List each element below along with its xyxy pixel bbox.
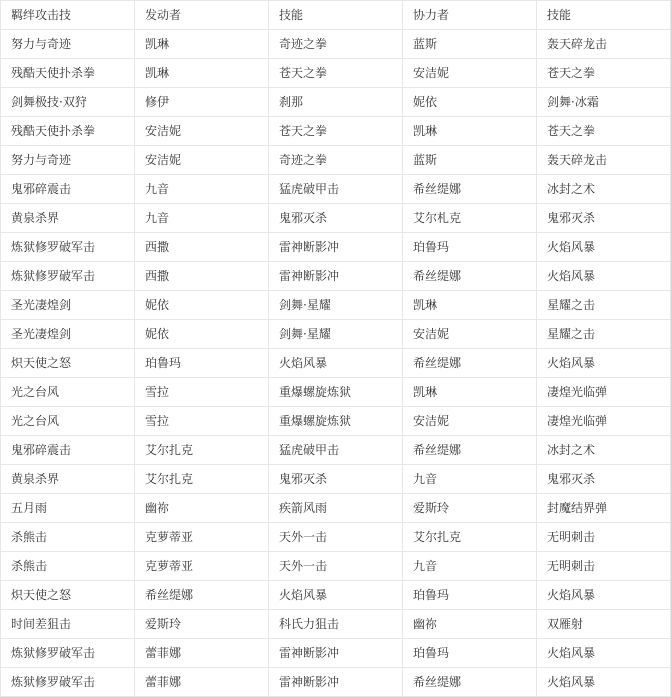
partner-cell: 九音 [403, 465, 537, 494]
table-row [1, 639, 671, 668]
partner-cell: 凯琳 [403, 117, 537, 146]
initiator-skill-cell: 奇迹之拳 [269, 30, 403, 59]
partner-cell: 妮依 [403, 88, 537, 117]
partner-cell: 安洁妮 [403, 59, 537, 88]
initiator-cell: 妮依 [135, 291, 269, 320]
header-initiator-skill: 技能 [269, 1, 403, 30]
initiator-cell: 凯琳 [135, 30, 269, 59]
initiator-skill-cell: 刹那 [269, 88, 403, 117]
initiator-skill-cell: 剑舞·星耀 [269, 320, 403, 349]
initiator-cell: 艾尔扎克 [135, 436, 269, 465]
initiator-skill-cell: 科氏力狙击 [269, 610, 403, 639]
combo-skill-cell: 五月雨 [1, 494, 135, 523]
partner-skill-cell: 凄煌光临弹 [537, 407, 671, 436]
partner-skill-cell: 冰封之术 [537, 436, 671, 465]
partner-skill-cell: 无明刺击 [537, 523, 671, 552]
initiator-cell: 雪拉 [135, 407, 269, 436]
table-row [1, 436, 671, 465]
initiator-skill-cell: 剑舞·星耀 [269, 291, 403, 320]
partner-cell: 凯琳 [403, 291, 537, 320]
table-row [1, 88, 671, 117]
combo-skill-cell: 炼狱修罗破军击 [1, 233, 135, 262]
initiator-cell: 艾尔扎克 [135, 465, 269, 494]
combo-skill-cell: 圣光凄煌剑 [1, 320, 135, 349]
partner-cell: 九音 [403, 552, 537, 581]
initiator-skill-cell: 鬼邪灭杀 [269, 465, 403, 494]
partner-skill-cell: 鬼邪灭杀 [537, 204, 671, 233]
initiator-skill-cell: 猛虎破甲击 [269, 175, 403, 204]
table-row [1, 407, 671, 436]
initiator-cell: 安洁妮 [135, 146, 269, 175]
partner-skill-cell: 星耀之击 [537, 291, 671, 320]
table-row [1, 465, 671, 494]
partner-cell: 安洁妮 [403, 407, 537, 436]
initiator-skill-cell: 猛虎破甲击 [269, 436, 403, 465]
initiator-cell: 九音 [135, 204, 269, 233]
initiator-skill-cell: 雷神断影冲 [269, 233, 403, 262]
initiator-skill-cell: 天外一击 [269, 552, 403, 581]
combo-skill-cell: 鬼邪碎震击 [1, 175, 135, 204]
combo-skill-cell: 残酷天使扑杀拳 [1, 59, 135, 88]
table-row [1, 233, 671, 262]
partner-skill-cell: 凄煌光临弹 [537, 378, 671, 407]
combo-skill-cell: 剑舞极技·双狩 [1, 88, 135, 117]
combo-skill-cell: 光之台风 [1, 407, 135, 436]
combo-skill-cell: 炽天使之怒 [1, 349, 135, 378]
initiator-cell: 希丝缇娜 [135, 581, 269, 610]
table-row [1, 146, 671, 175]
initiator-cell: 蕾菲娜 [135, 639, 269, 668]
initiator-skill-cell: 天外一击 [269, 523, 403, 552]
partner-skill-cell: 火焰风暴 [537, 233, 671, 262]
partner-skill-cell: 苍天之拳 [537, 117, 671, 146]
table-row [1, 494, 671, 523]
combo-skill-cell: 杀熊击 [1, 552, 135, 581]
partner-skill-cell: 星耀之击 [537, 320, 671, 349]
initiator-skill-cell: 雷神断影冲 [269, 262, 403, 291]
combo-skill-cell: 炼狱修罗破军击 [1, 639, 135, 668]
initiator-cell: 修伊 [135, 88, 269, 117]
partner-skill-cell: 火焰风暴 [537, 262, 671, 291]
combo-skill-cell: 杀熊击 [1, 523, 135, 552]
table-row [1, 320, 671, 349]
initiator-skill-cell: 火焰风暴 [269, 349, 403, 378]
initiator-skill-cell: 雷神断影冲 [269, 668, 403, 697]
partner-skill-cell: 火焰风暴 [537, 349, 671, 378]
partner-cell: 希丝缇娜 [403, 262, 537, 291]
partner-cell: 蓝斯 [403, 30, 537, 59]
table-row [1, 668, 671, 697]
table-row [1, 523, 671, 552]
partner-skill-cell: 剑舞·冰霜 [537, 88, 671, 117]
partner-cell: 凯琳 [403, 378, 537, 407]
partner-skill-cell: 火焰风暴 [537, 581, 671, 610]
initiator-cell: 幽祢 [135, 494, 269, 523]
initiator-skill-cell: 疾箭风雨 [269, 494, 403, 523]
header-combo-skill: 羁绊攻击技 [1, 1, 135, 30]
partner-skill-cell: 苍天之拳 [537, 59, 671, 88]
partner-skill-cell: 火焰风暴 [537, 639, 671, 668]
table-row [1, 30, 671, 59]
table-row [1, 349, 671, 378]
combo-skill-cell: 时间差狙击 [1, 610, 135, 639]
table-row [1, 262, 671, 291]
combo-skill-cell: 努力与奇迹 [1, 30, 135, 59]
initiator-cell: 妮依 [135, 320, 269, 349]
partner-skill-cell: 鬼邪灭杀 [537, 465, 671, 494]
partner-skill-cell: 轰天碎龙击 [537, 30, 671, 59]
initiator-cell: 爱斯玲 [135, 610, 269, 639]
partner-cell: 艾尔札克 [403, 204, 537, 233]
header-partner-skill: 技能 [537, 1, 671, 30]
partner-cell: 珀鲁玛 [403, 639, 537, 668]
initiator-cell: 克萝蒂亚 [135, 523, 269, 552]
table-header-row [1, 1, 671, 30]
partner-skill-cell: 无明刺击 [537, 552, 671, 581]
table-row [1, 378, 671, 407]
partner-cell: 珀鲁玛 [403, 233, 537, 262]
partner-skill-cell: 轰天碎龙击 [537, 146, 671, 175]
header-partner: 协力者 [403, 1, 537, 30]
partner-cell: 希丝缇娜 [403, 175, 537, 204]
combo-skill-cell: 残酷天使扑杀拳 [1, 117, 135, 146]
initiator-cell: 克萝蒂亚 [135, 552, 269, 581]
initiator-skill-cell: 重爆螺旋炼狱 [269, 378, 403, 407]
initiator-cell: 凯琳 [135, 59, 269, 88]
table-row [1, 581, 671, 610]
table-row [1, 204, 671, 233]
initiator-cell: 蕾菲娜 [135, 668, 269, 697]
combo-skill-cell: 炼狱修罗破军击 [1, 668, 135, 697]
partner-cell: 希丝缇娜 [403, 668, 537, 697]
table-row [1, 59, 671, 88]
initiator-skill-cell: 鬼邪灭杀 [269, 204, 403, 233]
combo-skill-cell: 鬼邪碎震击 [1, 436, 135, 465]
partner-cell: 幽祢 [403, 610, 537, 639]
partner-cell: 希丝缇娜 [403, 436, 537, 465]
partner-cell: 珀鲁玛 [403, 581, 537, 610]
combo-skill-cell: 黄泉杀界 [1, 465, 135, 494]
partner-skill-cell: 双雁射 [537, 610, 671, 639]
initiator-cell: 雪拉 [135, 378, 269, 407]
initiator-cell: 安洁妮 [135, 117, 269, 146]
table-row [1, 552, 671, 581]
partner-cell: 爱斯玲 [403, 494, 537, 523]
initiator-skill-cell: 重爆螺旋炼狱 [269, 407, 403, 436]
initiator-skill-cell: 苍天之拳 [269, 117, 403, 146]
combo-skill-cell: 光之台风 [1, 378, 135, 407]
partner-skill-cell: 封魔结界弹 [537, 494, 671, 523]
combo-skill-cell: 炼狱修罗破军击 [1, 262, 135, 291]
initiator-cell: 九音 [135, 175, 269, 204]
initiator-skill-cell: 雷神断影冲 [269, 639, 403, 668]
partner-cell: 蓝斯 [403, 146, 537, 175]
partner-cell: 希丝缇娜 [403, 349, 537, 378]
initiator-cell: 珀鲁玛 [135, 349, 269, 378]
partner-skill-cell: 冰封之术 [537, 175, 671, 204]
combo-skill-cell: 炽天使之怒 [1, 581, 135, 610]
table-row [1, 175, 671, 204]
combo-skill-cell: 黄泉杀界 [1, 204, 135, 233]
partner-cell: 艾尔扎克 [403, 523, 537, 552]
table-row [1, 117, 671, 146]
initiator-skill-cell: 火焰风暴 [269, 581, 403, 610]
table-row [1, 610, 671, 639]
partner-cell: 安洁妮 [403, 320, 537, 349]
initiator-cell: 西撒 [135, 262, 269, 291]
initiator-skill-cell: 奇迹之拳 [269, 146, 403, 175]
header-initiator: 发动者 [135, 1, 269, 30]
initiator-skill-cell: 苍天之拳 [269, 59, 403, 88]
initiator-cell: 西撒 [135, 233, 269, 262]
partner-skill-cell: 火焰风暴 [537, 668, 671, 697]
combo-skill-cell: 努力与奇迹 [1, 146, 135, 175]
table-row [1, 291, 671, 320]
combo-skill-cell: 圣光凄煌剑 [1, 291, 135, 320]
